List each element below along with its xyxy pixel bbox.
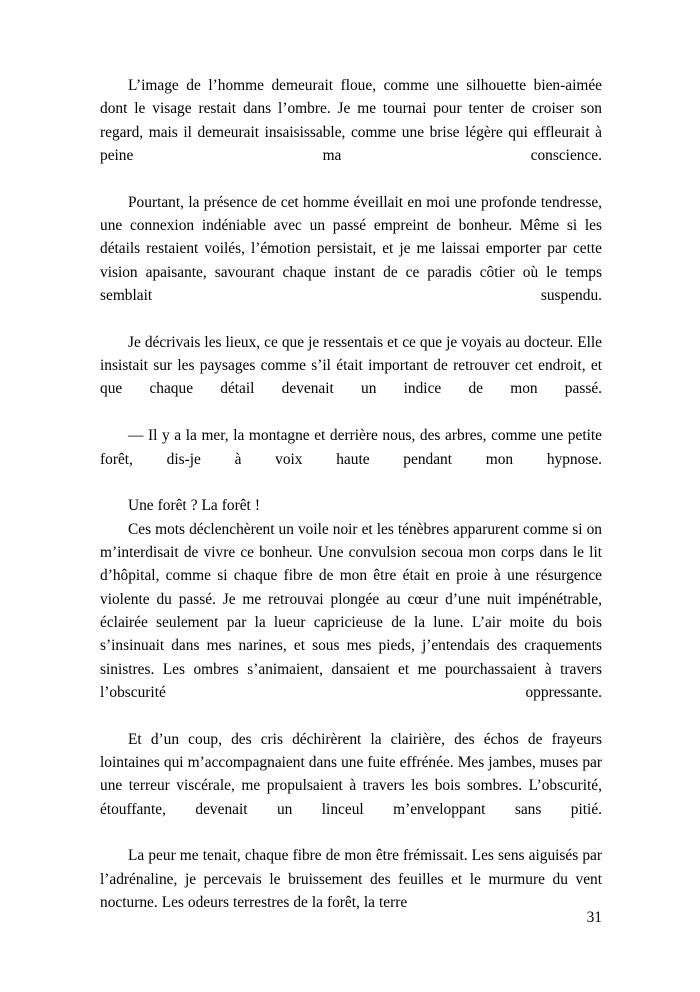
paragraph-2: Pourtant, la présence de cet homme éveillait en moi une profonde tendresse, une connexion indéniable avec un passé empreint de bonheur. Même si les détails restaient voilés, l’émotion persistait, et je me laissai emporter par cette vision apaisante, savourant chaque instant de ce paradis côtier où le temps semblait suspendu. bbox=[100, 193, 602, 305]
paragraph-3: Je décrivais les lieux, ce que je ressentais et ce que je voyais au docteur. Elle insistait sur les paysages comme s’il était important de retrouver cet endroit, et que chaque détail devenait un indice de mon passé. bbox=[100, 333, 602, 398]
paragraph-7: Et d’un coup, des cris déchirèrent la clairière, des échos de frayeurs lointaines qui m’accompagnaient dans une fuite effrénée. Mes jambes, muses par une terreur viscérale, me propulsaient à travers les bois sombres. L’obscurité, étouffante, devenait un linceul m’enveloppant sans pitié. bbox=[100, 730, 602, 818]
page-number: 31 bbox=[586, 909, 602, 926]
body-text-block bbox=[100, 74, 602, 914]
paragraph-8: La peur me tenait, chaque fibre de mon être frémissait. Les sens aiguisés par l’adrénaline, je percevais le bruissement des feuilles et le murmure du vent nocturne. Les odeurs terrestres de la forêt, la terre bbox=[100, 847, 602, 912]
paragraph-4-dialogue: — Il y a la mer, la montagne et derrière nous, des arbres, comme une petite forêt, dis-je à voix haute pendant mon hypnose. bbox=[100, 427, 602, 468]
paragraph-1: L’image de l’homme demeurait floue, comme une silhouette bien-aimée dont le visage restait dans l’ombre. Je me tournai pour tenter de croiser son regard, mais il demeurait insaisissable, comme une brise légère qui effleurait à peine ma conscience. bbox=[100, 77, 602, 165]
paragraph-6: Ces mots déclenchèrent un voile noir et les ténèbres apparurent comme si on m’interdisait de vivre ce bonheur. Une convulsion secoua mon corps dans le lit d’hôpital, comme si chaque fibre de mon être était en proie à une résurgence violente du passé. Je me retrouvai plongée au cœur d’une nuit impénétrable, éclairée seulement par la lueur capricieuse de la lune. L’air moite du bois s’insinuait dans mes narines, et sous mes pieds, j’entendais des craquements sinistres. Les ombres s’animaient, dansaient et me pourchassaient à travers l’obscurité oppressante. bbox=[100, 520, 602, 701]
paragraph-5: Une forêt ? La forêt ! bbox=[128, 497, 260, 515]
